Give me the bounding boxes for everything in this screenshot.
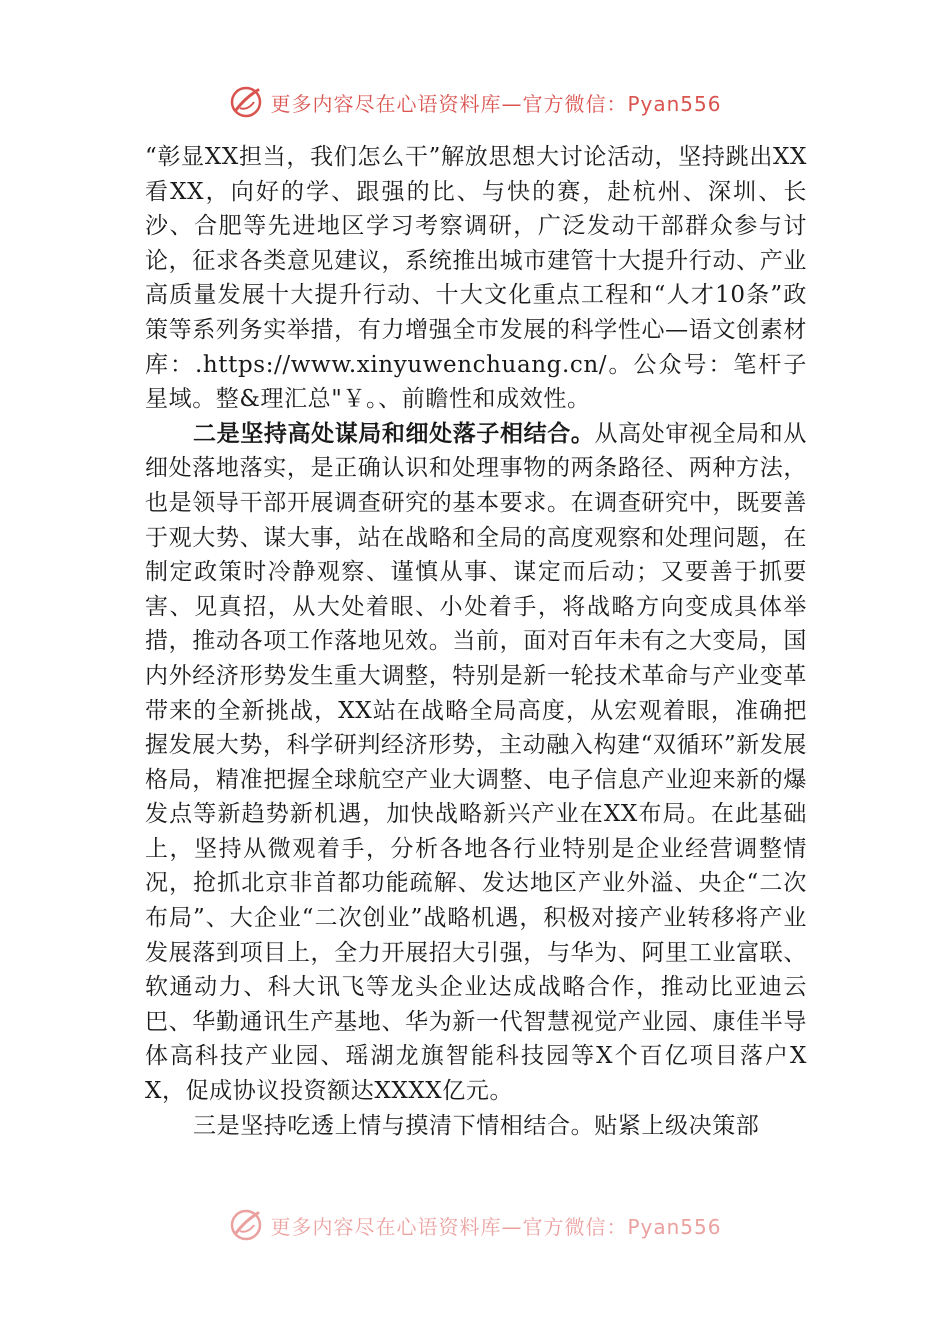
header-watermark (0, 82, 950, 122)
brush-logo-icon (228, 84, 264, 120)
paragraph-1 (145, 140, 807, 417)
paragraph-2 (145, 417, 807, 1109)
paragraph-2-lead: 二是坚持高处谋局和细处落子相结合。 (193, 419, 595, 447)
paragraph-2-text: 从高处审视全局和从细处落地落实，是正确认识和处理事物的两条路径、两种方法，也是领导干部开展调查研究的基本要求。在调查研究中，既要善于观大势、谋大事，站在战略和全局的高度观察和处理问题，在制定政策时冷静观察、谨慎从事、谋定而后动；又要善于抓要害、见真招，从大处着眼、小处着手，将战略方向变成具体举措，推动各项工作落地见效。当前，面对百年未有之大变局，国内外经济形势发生重大调整，特别是新一轮技术革命与产业变革带来的全新挑战，XX站在战略全局高度，从宏观着眼，准确把握发展大势，科学研判经济形势，主动融入构建“双循环”新发展格局，精准把握全球航空产业大调整、电子信息产业迎来新的爆发点等新趋势新机遇，加快战略新兴产业在XX布局。在此基础上，坚持从微观着手，分析各地各行业特别是企业经营调整情况，抢抓北京非首都功能疏解、发达地区产业外溢、央企“二次布局”、大企业“二次创业”战略机遇，积极对接产业转移将产业发展落到项目上，全力开展招大引强，与华为、阿里工业富联、软通动力、科大讯飞等龙头企业达成战略合作，推动比亚迪云巴、华勤通讯生产基地、华为新一代智慧视觉产业园、康佳半导体高科技产业园、瑶湖龙旗智能科技园等X个百亿项目落户XX，促成协议投资额达XXXX亿元。 (145, 420, 807, 1105)
paragraph-1-text: “彰显XX担当，我们怎么干”解放思想大讨论活动，坚持跳出XX看XX，向好的学、跟强的比、与快的赛，赴杭州、深圳、长沙、合肥等先进地区学习考察调研，广泛发动干部群众参与讨论，征求各类意见建议，系统推出城市建管十大提升行动、产业高质量发展十大提升行动、十大文化重点工程和“人才10条”政策等系列务实举措，有力增强全市发展的科学性心—语文创素材库：.https://www.xinyuwenchuang.cn/。公众号：笔杆子星域。整&理汇总"￥。、前瞻性和成效性。 (145, 144, 807, 413)
paragraph-3-text: 三是坚持吃透上情与摸清下情相结合。贴紧上级决策部 (193, 1112, 760, 1139)
footer-watermark (0, 1205, 950, 1245)
watermark-text: 更多内容尽在心语资料库—官方微信：Pyan556 (270, 91, 722, 116)
document-body (145, 140, 807, 1143)
brush-logo-icon (228, 1207, 264, 1243)
paragraph-3 (145, 1109, 807, 1144)
watermark-text: 更多内容尽在心语资料库—官方微信：Pyan556 (270, 1214, 722, 1239)
